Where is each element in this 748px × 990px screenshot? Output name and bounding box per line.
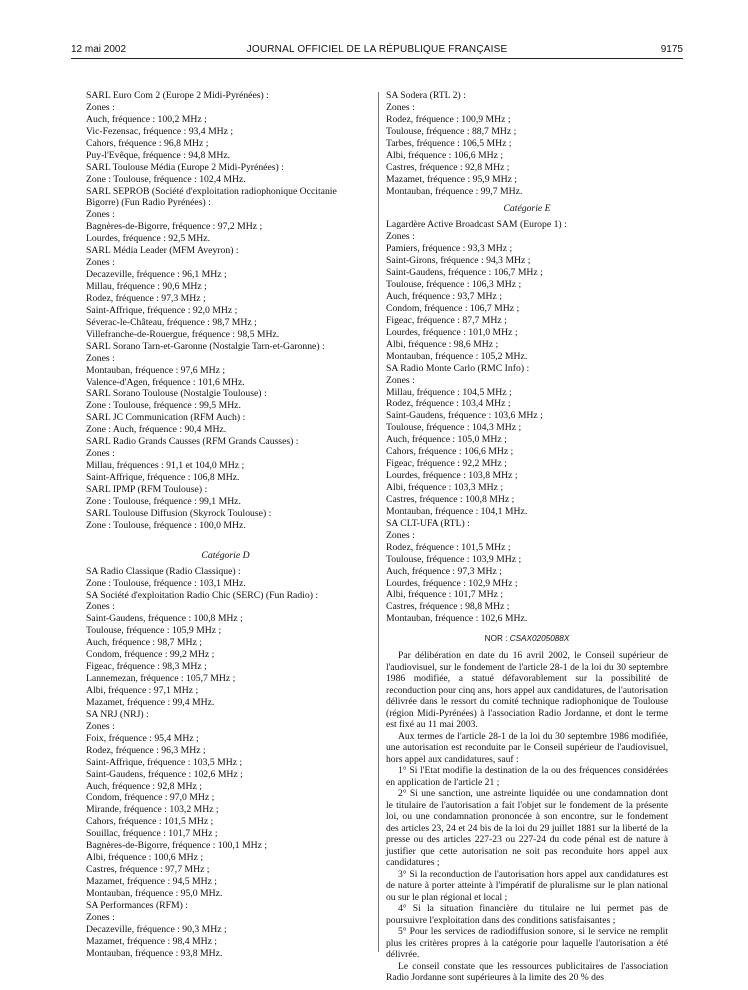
frequency-line: Montauban, fréquence : 93,8 MHz.: [86, 947, 223, 959]
operator-heading: Lagardère Active Broadcast SAM (Europe 1) :: [386, 219, 567, 231]
frequency-line: Toulouse, fréquence : 106,3 MHz ;: [386, 279, 522, 291]
frequency-line: Albi, fréquence : 97,1 MHz ;: [86, 685, 199, 696]
frequency-line: Albi, fréquence : 106,6 MHz ;: [386, 149, 504, 161]
frequency-line: Cahors, fréquence : 106,6 MHz ;: [386, 446, 514, 458]
nor-code: CSAX0205088X: [509, 634, 570, 644]
frequency-line: Figeac, fréquence : 87,7 MHz ;: [386, 314, 507, 326]
frequency-line: Decazeville, fréquence : 96,1 MHz ;: [86, 269, 227, 281]
frequency-line: Montauban, fréquence : 97,6 MHz ;: [86, 364, 226, 376]
operator-heading: SARL SEPROB (Société d'exploitation radiophonique Occitanie: [86, 185, 337, 197]
paragraph: Aux termes de l'article 28-1 de la loi du 30 septembre 1986 modifiée, une autorisation est reconduite par le Conseil supérieur de l'audiovisuel, hors appel aux candidatures, sauf :: [386, 730, 668, 765]
frequency-line: Rodez, fréquence : 100,9 MHz ;: [386, 113, 511, 125]
header-title: JOURNAL OFFICIEL DE LA RÉPUBLIQUE FRANÇAISE: [246, 44, 508, 55]
frequency-line: Rodez, fréquence : 101,5 MHz ;: [386, 541, 511, 553]
frequency-line: Montauban, fréquence : 102,6 MHz.: [386, 613, 528, 625]
right-column: [386, 90, 668, 984]
frequency-line: Millau, fréquence : 90,6 MHz ;: [86, 281, 207, 292]
frequency-line: Auch, fréquence : 93,7 MHz ;: [386, 291, 502, 302]
operator-heading: SARL Sorano Toulouse (Nostalgie Toulouse) :: [86, 388, 267, 400]
frequency-line: Souillac, fréquence : 101,7 MHz ;: [86, 828, 218, 840]
frequency-line: Millau, fréquences : 91,1 et 104,0 MHz ;: [86, 460, 245, 472]
frequency-line: Bagnères-de-Bigorre, fréquence : 100,1 MHz ;: [86, 840, 268, 852]
frequency-line: Condom, fréquence : 97,0 MHz ;: [86, 792, 215, 804]
frequency-line: Saint-Affrique, fréquence : 106,8 MHz.: [86, 472, 240, 483]
frequency-line: Saint-Affrique, fréquence : 103,5 MHz ;: [86, 756, 243, 768]
frequency-line: Albi, fréquence : 98,6 MHz ;: [386, 338, 499, 350]
frequency-line: Lourdes, fréquence : 101,0 MHz ;: [386, 326, 518, 338]
operator-heading: SARL Sorano Tarn-et-Garonne (Nostalgie Tarn-et-Garonne) :: [86, 340, 325, 352]
paragraph: 2° Si une sanction, une astreinte liquidée ou une condamnation dont le titulaire de l'autorisation a fait l'objet sur le fondement de la présente loi, ou une condamnation prononcée à son encontre, sur le fondement des articles 23, 24 et 24 bis de la loi du 29 juillet 1881 sur la liberté de la presse ou des articles 227-23 ou 227-24 du code pénal est de nature à justifier que cette autorisation ne soit pas reconduite hors appel aux candidatures ;: [386, 788, 668, 869]
frequency-line: Decazeville, fréquence : 90,3 MHz ;: [86, 923, 227, 935]
frequency-line: Cahors, fréquence : 96,8 MHz ;: [86, 137, 209, 149]
frequency-line: Saint-Gaudens, fréquence : 102,6 MHz ;: [86, 768, 243, 780]
operator-heading: SA Sodera (RTL 2) :: [386, 90, 466, 101]
frequency-line: Figeac, fréquence : 98,3 MHz ;: [86, 661, 207, 673]
frequency-line: Tarbes, fréquence : 106,5 MHz ;: [386, 137, 512, 149]
frequency-line: Foix, fréquence : 95,4 MHz ;: [86, 732, 199, 744]
frequency-line: Montauban, fréquence : 105,2 MHz.: [386, 350, 528, 362]
zone-label: Zones :: [86, 257, 115, 269]
frequency-line: Mirande, fréquence : 103,2 MHz ;: [86, 804, 219, 816]
frequency-line: Puy-l'Evêque, fréquence : 94,8 MHz.: [86, 149, 231, 161]
paragraph: 1° Si l'Etat modifie la destination de la ou des fréquences considérées en application de l'article 21 ;: [386, 765, 668, 788]
operator-heading: SA Performances (RFM) :: [86, 899, 188, 911]
paragraph: 3° Si la reconduction de l'autorisation hors appel aux candidatures est de nature à porter atteinte à l'impératif de pluralisme sur le plan national ou sur le plan régional et local ;: [386, 868, 668, 903]
frequency-line: Rodez, fréquence : 97,3 MHz ;: [86, 292, 206, 304]
frequency-line: Castres, fréquence : 97,7 MHz ;: [86, 864, 210, 876]
frequency-line: Valence-d'Agen, fréquence : 101,6 MHz.: [86, 376, 245, 388]
frequency-line: Auch, fréquence : 98,7 MHz ;: [86, 637, 202, 649]
nor-reference: [386, 633, 668, 645]
frequency-line: Auch, fréquence : 97,3 MHz ;: [386, 565, 502, 577]
operator-heading: SA Société d'exploitation Radio Chic (SERC) (Fun Radio) :: [86, 589, 319, 601]
frequency-line: Mazamet, fréquence : 99,4 MHz.: [86, 696, 215, 708]
paragraph: 4° Si la situation financière du titulaire ne lui permet pas de poursuivre l'exploitation dans des conditions satisfaisantes ;: [386, 903, 668, 926]
frequency-line: Albi, fréquence : 101,7 MHz ;: [386, 589, 504, 601]
frequency-line: Montauban, fréquence : 95,0 MHz.: [86, 887, 223, 899]
frequency-line: Saint-Gaudens, fréquence : 106,7 MHz ;: [386, 267, 543, 279]
frequency-line: Rodez, fréquence : 96,3 MHz ;: [86, 744, 206, 756]
zone-label: Zones :: [386, 231, 415, 243]
zone-label: Zones :: [386, 529, 415, 541]
frequency-line: Lourdes, fréquence : 103,8 MHz ;: [386, 470, 518, 482]
frequency-line: Castres, fréquence : 100,8 MHz ;: [386, 493, 515, 505]
frequency-line: Albi, fréquence : 100,6 MHz ;: [86, 852, 204, 864]
operator-heading: SA Radio Classique (Radio Classique) :: [86, 565, 241, 577]
zone-label: Zone : Toulouse, fréquence : 99,1 MHz.: [86, 495, 241, 507]
frequency-line: Auch, fréquence : 100,2 MHz ;: [86, 113, 207, 125]
frequency-line: Pamiers, fréquence : 93,3 MHz ;: [386, 243, 513, 255]
frequency-line: Mazamet, fréquence : 94,5 MHz ;: [86, 876, 217, 887]
spacer: [86, 532, 365, 544]
frequency-line: Bagnères-de-Bigorre, fréquence : 97,2 MHz ;: [86, 221, 263, 233]
operator-heading: SARL Toulouse Média (Europe 2 Midi-Pyrénées) :: [86, 161, 284, 173]
operator-heading: SA Radio Monte Carlo (RMC Info) :: [386, 362, 530, 374]
zone-label: Zones :: [86, 601, 115, 613]
frequency-line: Toulouse, fréquence : 88,7 MHz ;: [386, 125, 517, 137]
zone-label: Zone : Toulouse, fréquence : 103,1 MHz.: [86, 577, 246, 589]
zone-label: Zones :: [86, 209, 115, 221]
frequency-line: Castres, fréquence : 92,8 MHz ;: [386, 161, 510, 173]
header-date: 12 mai 2002: [71, 44, 127, 55]
zone-label: Zone : Auch, fréquence : 90,4 MHz.: [86, 424, 227, 436]
frequency-line: Lannemezan, fréquence : 105,7 MHz ;: [86, 673, 236, 685]
header-page-number: 9175: [660, 44, 683, 55]
frequency-line: Auch, fréquence : 105,0 MHz ;: [386, 434, 507, 446]
frequency-line: Montauban, fréquence : 104,1 MHz.: [386, 505, 528, 517]
frequency-line: Villefranche-de-Rouergue, fréquence : 98,5 MHz.: [86, 328, 280, 340]
frequency-line: Lourdes, fréquence : 102,9 MHz ;: [386, 577, 518, 589]
frequency-line: Saint-Gaudens, fréquence : 103,6 MHz ;: [386, 410, 543, 422]
operator-heading: SA CLT-UFA (RTL) :: [386, 517, 470, 529]
frequency-line: Rodez, fréquence : 103,4 MHz ;: [386, 398, 511, 410]
frequency-line: Saint-Affrique, fréquence : 92,0 MHz ;: [86, 304, 238, 316]
left-column: [86, 90, 365, 960]
frequency-line: Cahors, fréquence : 101,5 MHz ;: [86, 816, 214, 828]
frequency-line: Castres, fréquence : 98,8 MHz ;: [386, 601, 510, 613]
nor-label: NOR :: [484, 634, 510, 644]
header-rule: [71, 58, 683, 59]
zone-label: Zones :: [86, 720, 115, 732]
zone-label: Zone : Toulouse, fréquence : 100,0 MHz.: [86, 519, 246, 531]
paragraph: 5° Pour les services de radiodiffusion sonore, si le service ne remplit plus les critères propres à la catégorie pour laquelle l'autorisation a été délivrée.: [386, 926, 668, 961]
zone-label: Zone : Toulouse, fréquence : 102,4 MHz.: [86, 173, 246, 185]
paragraph: Par délibération en date du 16 avril 2002, le Conseil supérieur de l'audiovisuel, sur le fondement de l'article 28-1 de la loi du 30 septembre 1986 modifiée, a statué défavorablement sur la possibilité de reconduction pour cinq ans, hors appel aux candidatures, de l'autorisation délivrée dans le ressort du comité technique radiophonique de Toulouse (région Midi-Pyrénées) à l'association Radio Jordanne, et dont le terme est fixé au 11 mai 2003.: [386, 650, 668, 731]
frequency-line: Albi, fréquence : 103,3 MHz ;: [386, 482, 504, 493]
operator-heading: SARL Média Leader (MFM Aveyron) :: [86, 245, 239, 257]
frequency-line: Lourdes, fréquence : 92,5 MHz.: [86, 233, 211, 245]
frequency-line: Auch, fréquence : 92,8 MHz ;: [86, 780, 202, 792]
frequency-line: Saint-Girons, fréquence : 94,3 MHz ;: [386, 255, 531, 267]
operator-heading: SARL Euro Com 2 (Europe 2 Midi-Pyrénées) :: [86, 90, 269, 101]
page-header: [71, 44, 683, 58]
frequency-line: Bigorre) (Fun Radio Pyrénées) :: [86, 197, 211, 209]
frequency-line: Condom, fréquence : 99,2 MHz ;: [86, 649, 215, 661]
operator-heading: SARL IPMP (RFM Toulouse) :: [86, 483, 208, 495]
frequency-line: Saint-Gaudens, fréquence : 100,8 MHz ;: [86, 613, 243, 625]
category-heading: Catégorie E: [503, 203, 551, 215]
column-separator: [378, 92, 379, 952]
frequency-line: Toulouse, fréquence : 105,9 MHz ;: [86, 625, 222, 637]
zone-label: Zones :: [86, 352, 115, 364]
zone-label: Zone : Toulouse, fréquence : 99,5 MHz.: [86, 400, 241, 412]
frequency-line: Figeac, fréquence : 92,2 MHz ;: [386, 458, 507, 470]
deliberation-text: [386, 650, 668, 984]
zone-label: Zones :: [86, 448, 115, 460]
frequency-line: Montauban, fréquence : 99,7 MHz.: [386, 185, 523, 197]
frequency-line: Vic-Fezensac, fréquence : 93,4 MHz ;: [86, 125, 234, 137]
paragraph: Le conseil constate que les ressources publicitaires de l'association Radio Jordanne sont supérieures à la limite des 20 % des: [386, 960, 668, 984]
zone-label: Zones :: [386, 374, 415, 386]
operator-heading: SA NRJ (NRJ) :: [86, 708, 149, 720]
zone-label: Zones :: [386, 101, 415, 113]
frequency-line: Séverac-le-Château, fréquence : 98,7 MHz ;: [86, 316, 257, 328]
frequency-line: Mazamet, fréquence : 95,9 MHz ;: [386, 173, 517, 185]
frequency-line: Toulouse, fréquence : 103,9 MHz ;: [386, 553, 522, 565]
frequency-line: Condom, fréquence : 106,7 MHz ;: [386, 302, 520, 314]
frequency-line: Mazamet, fréquence : 98,4 MHz ;: [86, 935, 217, 947]
operator-heading: SARL Radio Grands Causses (RFM Grands Causses) :: [86, 436, 299, 448]
frequency-line: Millau, fréquence : 104,5 MHz ;: [386, 386, 512, 398]
operator-heading: SARL Toulouse Diffusion (Skyrock Toulouse) :: [86, 507, 272, 519]
frequency-line: Toulouse, fréquence : 104,3 MHz ;: [386, 422, 522, 434]
right-column-list: [386, 90, 668, 625]
zone-label: Zones :: [86, 911, 115, 923]
category-heading: Catégorie D: [201, 549, 250, 561]
operator-heading: SARL JC Communication (RFM Auch) :: [86, 412, 246, 424]
zone-label: Zones :: [86, 101, 115, 113]
